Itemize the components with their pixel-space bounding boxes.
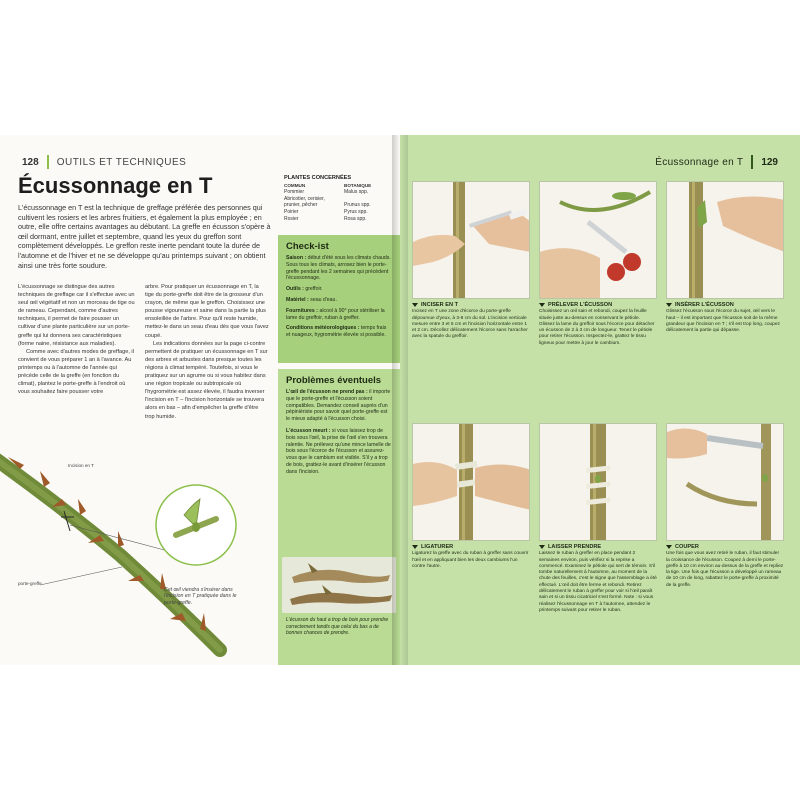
check-materiel: Matériel : seau d'eau.: [286, 296, 337, 303]
paragraph: Les indications données sur la page ci-contre permettent de pratiquer un écussonnage en T sur des arbres et arbustes dans presque toutes les régions à climat tempéré. Toutefois, si vous le pratiquez sur un agrume ou si vous habitez dans une région tropicale ou subtropicale où l'hygrométrie est assez élevée, il faudra inverser l'incision en T – l'incision horizontale se trouvera alors en bas – afin d'empêcher la greffe d'être trop humide.: [145, 340, 268, 420]
rose-stem-illustration: [0, 435, 260, 665]
step-text: Choisissez un œil sain et rebondi, coupez la feuille située juste au-dessus en conservant le pétiole. Glissez la lame du greffoir sous l'écorce pour détacher un écusson de 2 à 3 cm de longueur. Tenez le pétiole pour retirer l'écusson. Inspectez-le, grattez le tissu ligneux pour mettre à jour le cambium.: [539, 309, 655, 346]
photo-caption: L'écusson du haut a trop de bois pour prendre correctement tandis que celui du bas a de bonnes chances de prendre.: [286, 617, 389, 637]
left-page: [0, 135, 400, 665]
step-text: Une fois que vous avez retiré le ruban, il faut stimuler la croissance de l'écusson. Coupez à demi le porte-greffe à 10 cm environ au-dessus de la greffe et repliez la tige. Une fois que l'écusson a développé un rameau de 10 cm de long, rabattez le porte-greffe à proximité de la greffe.: [666, 551, 784, 588]
paragraph: Comme avec d'autres modes de greffage, il convient de vous préparer 1 an à l'avance. Au printemps ou à l'automne de l'année qui précède celle de la greffe (en fonction du climat), plantez le porte-greffe à l'endroit où vous souhaitez faire pousser votre: [18, 348, 134, 396]
check-outils: Outils : greffoir.: [286, 286, 323, 293]
step-prelever: [539, 181, 657, 347]
page-title: Écussonnage en T: [18, 173, 213, 198]
checklist-title: Check-ist: [286, 241, 329, 252]
section-title: OUTILS ET TECHNIQUES: [56, 156, 187, 168]
plant-name: Poirier: [284, 208, 299, 215]
column-header: COMMUN: [284, 182, 306, 188]
step-title: INCISER EN T: [421, 302, 458, 308]
paragraph: arbre. Pour pratiquer un écussonnage en T, la tige du porte-greffe doit être de la grosseur d'un crayon, de même que le greffon. Choisissez une pousse vigoureuse et saine dans la partie la plus ensoleillée de l'arbre. Pour qu'il reste humide, mettez-le dans un seau d'eau dès que vous l'avez coupé.: [145, 284, 269, 339]
plantes-concernees: [284, 175, 396, 222]
bud-detail-caption: Cet œil viendra s'insérer dans l'incision en T pratiquée dans le porte-greffe.: [164, 587, 237, 606]
plant-latin: Rosa spp.: [344, 215, 367, 222]
plant-latin: [344, 196, 396, 203]
plant-name: Rosier: [284, 215, 299, 222]
problems-box: [278, 369, 400, 665]
plantes-heading: PLANTES CONCERNÉES: [284, 175, 352, 181]
open-book: [0, 135, 800, 665]
step-photo: [666, 423, 784, 541]
step-title: LIGATURER: [421, 544, 454, 550]
step-inciser: [412, 181, 530, 341]
step-photo: [539, 423, 657, 541]
plantes-botanical-column: [344, 183, 396, 223]
check-saison: Saison : début d'été sous les climats chauds. Sous tous les climats, arrosez bien le porte-greffe pendant les 2 semaines qui précèdent l'écussonnage.: [286, 255, 391, 282]
step-text: Ligaturez la greffe avec du ruban à greffer sans couvrir l'œil et en appliquant bien les deux cambiums l'un contre l'autre.: [412, 551, 529, 569]
intro-paragraph: L'écussonnage en T est la technique de greffage préférée des personnes qui cultivent les rosiers et les arbres fruitiers, et également la plus employée ; en outre, elle offre certains avantages au débutant. La greffe en écusson s'opère à œil dormant, entre juillet et septembre, quand les yeux du greffon sont complètement développés. Le greffon reste inerte pendant toute la durée de l'automne et de l'hiver et ne se développe qu'au printemps suivant ; on obtient ainsi une très forte soudure.: [18, 203, 271, 270]
step-laisser-prendre: [539, 423, 657, 614]
header-divider: [751, 155, 753, 169]
paragraph: L'écussonnage se distingue des autres techniques de greffage car il s'effectue avec un seul œil végétatif et non un morceau de tige ou de rameau. Cependant, comme d'autres techniques, il permet de faire pousser un cultivar d'une plante particulière sur un porte-greffe qui lui donnera ses caractéristiques (forme naine, résistance aux maladies).: [18, 284, 135, 347]
bud-shields-photo: [282, 557, 396, 613]
check-fournitures: Fournitures : alcool à 90° pour stériliser la lame du greffoir, ruban à greffer.: [286, 307, 385, 321]
label-porte-greffe: porte-greffe: [18, 581, 42, 586]
step-photo: [412, 423, 530, 541]
step-title: PRÉLEVER L'ÉCUSSON: [548, 302, 613, 308]
step-text: Glissez l'écusson sous l'écorce du sujet, œil vers le haut – il est important que l'écusson soit de la même grandeur que l'incision en T ; s'il est trop long, coupez délicatement la partie qui dépasse.: [666, 309, 780, 334]
check-conditions: Conditions météorologiques : temps frais et nuageux, hygrométrie élevée si possible.: [286, 325, 387, 339]
right-page-header: [655, 155, 778, 169]
problem-1: L'œil de l'écusson ne prend pas : il importe que le porte-greffe et l'écusson soient compatibles. Demandez conseil auprès d'un pépiniériste pour savoir quel porte-greffe est le mieux adapté à l'écusson choisi.: [286, 389, 391, 423]
plant-latin: Pyrus spp.: [344, 208, 368, 215]
step-text: Incisez en T une zone d'écorce du porte-greffe dépourvue d'yeux, à 3-8 cm du sol. L'incision verticale mesure entre 3 et 5 cm et l'incision horizontale entre 1 et 2 cm. Décollez délicatement l'écorce sans l'arracher avec la spatule du greffoir.: [412, 309, 528, 340]
left-page-header: [22, 155, 186, 169]
plant-name: Abricotier, cerisier,: [284, 195, 325, 202]
right-page: [400, 135, 800, 665]
step-text: Laissez le ruban à greffer en place pendant 2 semaines environ, puis vérifiez si la reprise a commencé. Examinez le pétiole qui sert de témoin. S'il tombe naturellement à l'automne, au moment de la chute des feuilles, c'est le signe que l'assemblage a été effectué. L'œil doit être ferme et rebondi. Retirez délicatement le ruban à greffer pour voir si l'œil paraît sain et si un tissu cicatriciel s'est formé. Note : si vous réalisez l'écussonnage en T à l'automne, attendez le printemps suivant pour retirer le ruban.: [539, 551, 657, 613]
section-title: Écussonnage en T: [655, 156, 744, 168]
page-number-right: 129: [761, 156, 778, 168]
step-title: LAISSER PRENDRE: [548, 544, 602, 550]
step-photo: [666, 181, 784, 299]
checklist-box: [278, 235, 400, 363]
text-column-1: [18, 283, 136, 396]
problems-title: Problèmes éventuels: [286, 375, 382, 386]
plant-name: prunier, pêcher: [284, 202, 318, 209]
plantes-common-column: [284, 183, 336, 223]
step-ligaturer: [412, 423, 530, 570]
problem-2: L'écusson meurt : si vous laissez trop de bois sous l'œil, la prise de l'œil s'en trouvera ralentie. Ne prélevez qu'une mince lamelle de bois sous l'écorce de l'écusson et assurez-vous que le cambium est visible. S'il y a trop de bois, grattez-le avant d'insérer l'écusson dans l'incision.: [286, 427, 391, 475]
step-title: INSÉRER L'ÉCUSSON: [675, 302, 734, 308]
step-photo: [412, 181, 530, 299]
header-divider: [47, 155, 49, 169]
step-couper: [666, 423, 784, 589]
plant-latin: Prunus spp.: [344, 202, 371, 209]
text-column-2: [145, 283, 269, 421]
plant-latin: Malus spp.: [344, 189, 369, 196]
column-header: BOTANIQUE: [344, 182, 372, 188]
label-incision-en-t: Incision en T: [68, 463, 94, 468]
step-title: COUPER: [675, 544, 699, 550]
step-inserer: [666, 181, 784, 334]
page-number-left: 128: [22, 156, 39, 168]
step-photo: [539, 181, 657, 299]
plant-name: Pommier: [284, 189, 305, 196]
